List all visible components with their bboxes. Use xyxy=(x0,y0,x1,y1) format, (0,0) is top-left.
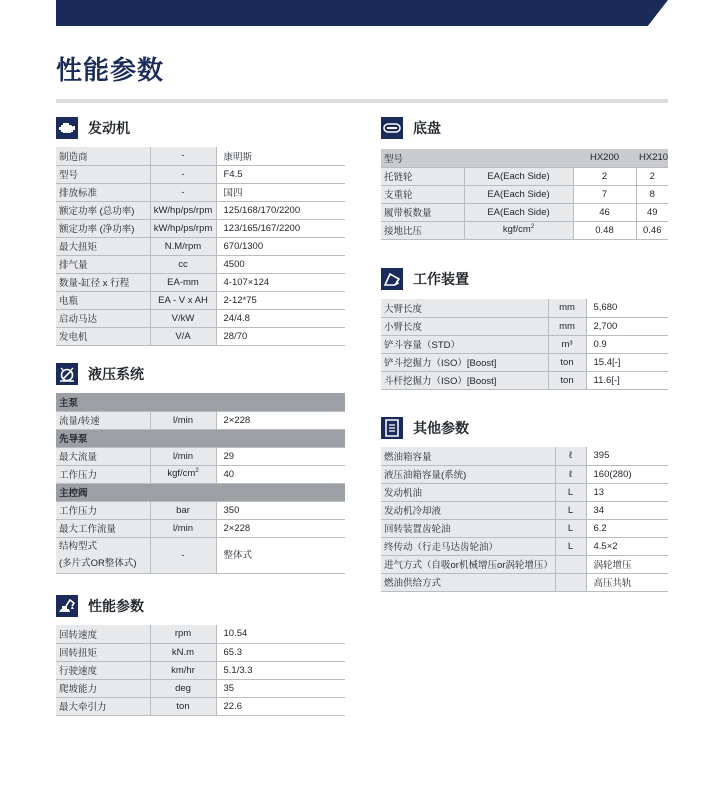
param-unit: L xyxy=(555,501,586,519)
param-label: 大臂长度 xyxy=(381,299,548,317)
label-line: (多片式OR整体式) xyxy=(59,558,137,569)
param-unit xyxy=(464,221,573,239)
param-label: 燃油供给方式 xyxy=(381,573,555,591)
table-row xyxy=(381,483,668,501)
value-hx200: 46 xyxy=(573,203,636,221)
param-value: 11.6[-] xyxy=(586,371,668,389)
unit-text: kgf/cm xyxy=(167,468,196,480)
table-row xyxy=(56,643,345,661)
performance-table xyxy=(56,625,345,716)
table-row xyxy=(56,465,345,483)
engine-section-header xyxy=(56,117,130,139)
param-unit: EA - V x AH xyxy=(150,291,216,309)
performance-section-header xyxy=(56,595,144,617)
group-label: 先导泵 xyxy=(56,429,345,447)
boom-arm-icon xyxy=(381,268,403,290)
param-unit: rpm xyxy=(150,625,216,643)
param-label: 回转装置齿轮油 xyxy=(381,519,555,537)
table-row xyxy=(56,201,345,219)
work-equipment-table xyxy=(381,299,668,390)
param-label: 流量/转速 xyxy=(56,411,150,429)
table-row xyxy=(381,335,668,353)
param-value: 15.4[-] xyxy=(586,353,668,371)
table-row xyxy=(381,203,668,221)
other-title: 其他参数 xyxy=(413,421,469,437)
param-value: 0.9 xyxy=(586,335,668,353)
param-value: 4-107×124 xyxy=(216,273,345,291)
table-row xyxy=(56,625,345,643)
param-value: 涡轮增压 xyxy=(586,555,668,573)
value-hx200: 7 xyxy=(573,185,636,203)
param-value: 5.1/3.3 xyxy=(216,661,345,679)
param-label: 爬坡能力 xyxy=(56,679,150,697)
param-label: 行驶速度 xyxy=(56,661,150,679)
hydraulic-pump-icon xyxy=(56,363,78,385)
param-label: 工作压力 xyxy=(56,501,150,519)
engine-icon xyxy=(56,117,78,139)
hydraulic-table xyxy=(56,393,345,574)
param-unit: ton xyxy=(548,371,586,389)
param-unit: kW/hp/ps/rpm xyxy=(150,219,216,237)
param-value: 22.6 xyxy=(216,697,345,715)
hydraulic-title: 液压系统 xyxy=(88,367,144,383)
table-row xyxy=(381,537,668,555)
param-label: 发电机 xyxy=(56,327,150,345)
param-label: 最大牵引力 xyxy=(56,697,150,715)
param-label: 额定功率 (总功率) xyxy=(56,201,150,219)
param-label: 数量-缸径 x 行程 xyxy=(56,273,150,291)
param-label: 排气量 xyxy=(56,255,150,273)
param-value: 康明斯 xyxy=(216,147,345,165)
param-unit: ℓ xyxy=(555,465,586,483)
param-unit: EA-mm xyxy=(150,273,216,291)
table-row xyxy=(56,309,345,327)
table-row xyxy=(381,573,668,591)
param-value: 10.54 xyxy=(216,625,345,643)
param-value: 29 xyxy=(216,447,345,465)
table-row xyxy=(381,221,668,239)
param-unit: kW/hp/ps/rpm xyxy=(150,201,216,219)
table-row xyxy=(381,299,668,317)
param-unit: L xyxy=(555,483,586,501)
param-unit: - xyxy=(150,165,216,183)
unit-superscript: 2 xyxy=(530,224,535,231)
unit-text: kgf/cm xyxy=(502,224,531,236)
param-label: 启动马达 xyxy=(56,309,150,327)
param-label: 支重轮 xyxy=(381,185,464,203)
value-hx200: 0.48 xyxy=(573,221,636,239)
param-value: 125/168/170/2200 xyxy=(216,201,345,219)
performance-title: 性能参数 xyxy=(88,599,144,615)
header-model-hx210: HX210 xyxy=(636,149,668,167)
value-hx210: 2 xyxy=(636,167,668,185)
engine-table xyxy=(56,147,345,346)
param-label: 小臂长度 xyxy=(381,317,548,335)
param-label: 制造商 xyxy=(56,147,150,165)
param-label xyxy=(56,537,150,573)
param-unit xyxy=(555,573,586,591)
param-value: 5,680 xyxy=(586,299,668,317)
param-label: 托链轮 xyxy=(381,167,464,185)
table-row xyxy=(56,237,345,255)
param-unit: km/hr xyxy=(150,661,216,679)
param-label: 电瓶 xyxy=(56,291,150,309)
hydraulic-section-header xyxy=(56,363,144,385)
param-label: 燃油箱容量 xyxy=(381,447,555,465)
param-label: 回转速度 xyxy=(56,625,150,643)
param-value: 123/165/167/2200 xyxy=(216,219,345,237)
chassis-section-header xyxy=(381,117,441,139)
header-label: 型号 xyxy=(381,149,464,167)
table-row xyxy=(56,183,345,201)
param-label: 最大流量 xyxy=(56,447,150,465)
param-unit xyxy=(555,555,586,573)
param-unit: l/min xyxy=(150,447,216,465)
param-unit: cc xyxy=(150,255,216,273)
document-icon xyxy=(381,417,403,439)
group-row-pilot-pump xyxy=(56,429,345,447)
param-value: 160(280) xyxy=(586,465,668,483)
param-value: 13 xyxy=(586,483,668,501)
param-value: 4500 xyxy=(216,255,345,273)
value-hx210: 8 xyxy=(636,185,668,203)
table-row xyxy=(56,447,345,465)
param-unit: N.M/rpm xyxy=(150,237,216,255)
param-label: 发动机油 xyxy=(381,483,555,501)
param-label: 履带板数量 xyxy=(381,203,464,221)
other-section-header xyxy=(381,417,469,439)
param-unit: L xyxy=(555,537,586,555)
param-label: 额定功率 (净功率) xyxy=(56,219,150,237)
table-row xyxy=(381,501,668,519)
param-unit: - xyxy=(150,183,216,201)
param-label: 回转扭矩 xyxy=(56,643,150,661)
param-unit: V/kW xyxy=(150,309,216,327)
value-hx210: 49 xyxy=(636,203,668,221)
param-unit: L xyxy=(555,519,586,537)
table-row xyxy=(381,371,668,389)
param-value: 34 xyxy=(586,501,668,519)
param-value: 28/70 xyxy=(216,327,345,345)
param-label: 进气方式（自吸or机械增压or涡轮增压） xyxy=(381,555,555,573)
param-value: 35 xyxy=(216,679,345,697)
param-unit: - xyxy=(150,147,216,165)
param-value: 65.3 xyxy=(216,643,345,661)
table-row xyxy=(56,411,345,429)
param-label: 排放标准 xyxy=(56,183,150,201)
param-label: 最大工作流量 xyxy=(56,519,150,537)
table-row xyxy=(56,291,345,309)
param-label: 接地比压 xyxy=(381,221,464,239)
param-value: 2×228 xyxy=(216,411,345,429)
param-value: 整体式 xyxy=(216,537,345,573)
header-unit xyxy=(464,149,573,167)
table-row xyxy=(56,537,345,573)
param-value: 670/1300 xyxy=(216,237,345,255)
param-value: 40 xyxy=(216,465,345,483)
param-unit: deg xyxy=(150,679,216,697)
engine-title: 发动机 xyxy=(88,121,130,137)
param-value: 高压共轨 xyxy=(586,573,668,591)
param-value: 2-12*75 xyxy=(216,291,345,309)
table-row xyxy=(381,353,668,371)
table-row xyxy=(56,327,345,345)
table-row xyxy=(56,501,345,519)
table-row xyxy=(381,555,668,573)
work-equipment-section-header xyxy=(381,268,469,290)
param-unit: bar xyxy=(150,501,216,519)
table-row xyxy=(381,317,668,335)
param-unit: EA(Each Side) xyxy=(464,203,573,221)
param-value: 24/4.8 xyxy=(216,309,345,327)
param-unit xyxy=(150,465,216,483)
unit-superscript: 2 xyxy=(195,468,199,475)
title-divider xyxy=(56,99,668,103)
param-unit: ton xyxy=(548,353,586,371)
param-value: 国四 xyxy=(216,183,345,201)
table-row xyxy=(56,697,345,715)
table-row xyxy=(56,147,345,165)
table-row xyxy=(56,255,345,273)
param-value: 2×228 xyxy=(216,519,345,537)
group-label: 主控阀 xyxy=(56,483,345,501)
param-value: 350 xyxy=(216,501,345,519)
page-title: 性能参数 xyxy=(56,56,165,86)
group-row-main-valve xyxy=(56,483,345,501)
table-row xyxy=(56,165,345,183)
param-label: 斗杆挖掘力（ISO）[Boost] xyxy=(381,371,548,389)
table-row xyxy=(56,661,345,679)
excavator-icon xyxy=(56,595,78,617)
param-label: 终传动（行走马达齿轮油） xyxy=(381,537,555,555)
param-unit: m³ xyxy=(548,335,586,353)
param-unit: l/min xyxy=(150,519,216,537)
chassis-title: 底盘 xyxy=(413,121,441,137)
table-row xyxy=(381,519,668,537)
other-table xyxy=(381,447,668,592)
value-hx210: 0.46 xyxy=(636,221,668,239)
track-icon xyxy=(381,117,403,139)
param-unit: EA(Each Side) xyxy=(464,167,573,185)
group-label: 主泵 xyxy=(56,393,345,411)
table-row xyxy=(56,273,345,291)
table-row xyxy=(56,519,345,537)
param-value: 6.2 xyxy=(586,519,668,537)
table-row xyxy=(381,185,668,203)
group-row-main-pump xyxy=(56,393,345,411)
value-hx200: 2 xyxy=(573,167,636,185)
table-row xyxy=(381,465,668,483)
param-unit: - xyxy=(150,537,216,573)
param-value: 4.5×2 xyxy=(586,537,668,555)
table-row xyxy=(56,679,345,697)
param-unit: mm xyxy=(548,317,586,335)
param-label: 液压油箱容量(系统) xyxy=(381,465,555,483)
param-unit: EA(Each Side) xyxy=(464,185,573,203)
param-label: 铲斗挖掘力（ISO）[Boost] xyxy=(381,353,548,371)
top-banner xyxy=(56,0,668,26)
param-label: 最大扭矩 xyxy=(56,237,150,255)
param-unit: mm xyxy=(548,299,586,317)
param-label: 发动机冷却液 xyxy=(381,501,555,519)
param-value: F4.5 xyxy=(216,165,345,183)
table-header-row xyxy=(381,149,668,167)
table-row xyxy=(381,447,668,465)
param-label: 铲斗容量（STD） xyxy=(381,335,548,353)
param-unit: kN.m xyxy=(150,643,216,661)
table-row xyxy=(56,219,345,237)
chassis-table xyxy=(381,149,668,240)
table-row xyxy=(381,167,668,185)
param-unit: ℓ xyxy=(555,447,586,465)
param-unit: V/A xyxy=(150,327,216,345)
label-line: 结构型式 xyxy=(59,541,98,552)
param-label: 工作压力 xyxy=(56,465,150,483)
param-value: 395 xyxy=(586,447,668,465)
header-model-hx200: HX200 xyxy=(573,149,636,167)
param-label: 型号 xyxy=(56,165,150,183)
param-unit: ton xyxy=(150,697,216,715)
work-equipment-title: 工作装置 xyxy=(413,272,469,288)
param-value: 2,700 xyxy=(586,317,668,335)
param-unit: l/min xyxy=(150,411,216,429)
